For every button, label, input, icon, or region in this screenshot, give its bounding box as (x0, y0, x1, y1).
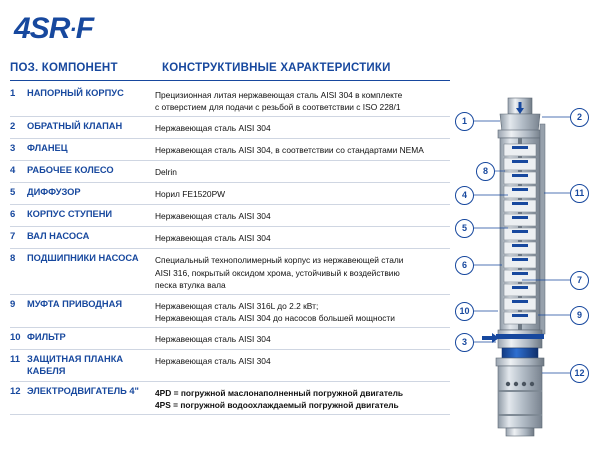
table-row (10, 227, 450, 249)
logo-main-text: 4SR (14, 12, 70, 45)
column-header-position: ПОЗ. КОМПОНЕНТ (10, 62, 118, 74)
callout-2[interactable]: 2 (570, 108, 589, 127)
row-description (155, 186, 450, 200)
row-description-line: Нержавеющая сталь AISI 316L до 2.2 кВт; (155, 300, 319, 311)
table-row (10, 249, 450, 295)
row-description (155, 230, 450, 244)
table-row (10, 161, 450, 183)
row-component-name: ЗАЩИТНАЯ ПЛАНКА КАБЕЛЯ (27, 354, 124, 376)
row-number: 10 (10, 332, 21, 344)
row-description-line: Delrin (155, 167, 177, 178)
row-description-line: Нержавеющая сталь AISI 304 (155, 233, 271, 244)
row-description-bold: 4PS = погружной водоохлаждаемый погружной двигатель (155, 399, 399, 410)
table-row (10, 139, 450, 161)
row-description (155, 331, 450, 345)
row-number: 1 (10, 88, 16, 99)
row-number: 9 (10, 298, 16, 310)
callout-3[interactable]: 3 (455, 333, 474, 352)
table-row (10, 328, 450, 350)
callout-6[interactable]: 6 (455, 256, 474, 275)
row-number: 2 (10, 121, 16, 133)
row-description-line: Нержавеющая сталь AISI 304 (155, 211, 271, 222)
table-header (10, 62, 450, 81)
table-row (10, 183, 450, 205)
row-component-name: ДИФФУЗОР (27, 187, 81, 198)
row-number: 12 (10, 385, 21, 397)
row-component-name: ПОДШИПНИКИ НАСОСА (27, 253, 139, 264)
component-table (10, 84, 450, 415)
row-description-line (155, 399, 450, 411)
row-description (155, 87, 450, 113)
table-row (10, 117, 450, 139)
row-description (155, 164, 450, 178)
row-component-name: КОРПУС СТУПЕНИ (27, 209, 113, 220)
row-description (155, 385, 450, 411)
row-description-line: Нержавеющая сталь AISI 304 (155, 334, 271, 345)
row-description (155, 208, 450, 222)
table-row (10, 84, 450, 117)
table-row (10, 295, 450, 328)
row-description (155, 353, 450, 367)
row-number: 3 (10, 143, 16, 155)
row-component-name: РАБОЧЕЕ КОЛЕСО (27, 165, 114, 176)
row-description-line: Норил FE1520PW (155, 189, 226, 200)
callout-5[interactable]: 5 (455, 219, 474, 238)
table-row (10, 350, 450, 381)
row-component-name: НАПОРНЫЙ КОРПУС (27, 88, 124, 98)
row-description-line: Специальный технополимерный корпус из нержавеющей стали (155, 255, 404, 266)
row-description (155, 252, 450, 291)
column-header-description: КОНСТРУКТИВНЫЕ ХАРАКТЕРИСТИКИ (162, 62, 391, 74)
row-component-name: ЭЛЕКТРОДВИГАТЕЛЬ 4" (27, 385, 139, 396)
logo-separator: · (69, 17, 76, 43)
row-number: 11 (10, 354, 21, 366)
callout-10[interactable]: 10 (455, 302, 474, 321)
row-number: 5 (10, 187, 16, 199)
row-description-bold: 4PD = погружной маслонаполненный погружной двигатель (155, 387, 404, 398)
row-description-line: Нержавеющая сталь AISI 304 (155, 356, 271, 367)
callout-4[interactable]: 4 (455, 186, 474, 205)
callout-1[interactable]: 1 (455, 112, 474, 131)
row-number: 7 (10, 231, 16, 243)
row-description (155, 120, 450, 134)
callout-11[interactable]: 11 (570, 184, 589, 203)
row-description-line: Нержавеющая сталь AISI 304 (155, 123, 271, 134)
row-description-line: AISI 316, покрытый оксидом хрома, устойчивый к воздействию (155, 267, 400, 278)
callout-9[interactable]: 9 (570, 306, 589, 325)
row-description (155, 142, 450, 156)
row-description-line (155, 387, 450, 399)
brand-logo (14, 14, 93, 44)
callout-7[interactable]: 7 (570, 271, 589, 290)
table-row (10, 382, 450, 415)
row-description-line: Нержавеющая сталь AISI 304, в соответствии со стандартами NEMA (155, 145, 424, 156)
callout-12[interactable]: 12 (570, 364, 589, 383)
row-description-line: с отверстием для подачи с резьбой в соответствии с ISO 228/1 (155, 102, 401, 113)
pump-cutaway-drawing (452, 84, 592, 446)
row-description-line: Прецизионная литая нержавеющая сталь AISI 304 в комплекте (155, 90, 403, 100)
row-component-name: ФИЛЬТР (27, 332, 66, 343)
row-number: 4 (10, 165, 16, 177)
table-row (10, 205, 450, 227)
row-description-line: песка втулка вала (155, 279, 226, 290)
row-number: 6 (10, 209, 16, 221)
row-component-name: ВАЛ НАСОСА (27, 231, 90, 242)
logo-suffix-text: F (75, 12, 94, 45)
row-component-name: ФЛАНЕЦ (27, 143, 68, 154)
row-description-line: Нержавеющая сталь AISI 304 до насосов большей мощности (155, 313, 395, 324)
row-component-name: МУФТА ПРИВОДНАЯ (27, 298, 123, 309)
row-description (155, 298, 450, 324)
row-number: 8 (10, 253, 16, 265)
row-component-name: ОБРАТНЫЙ КЛАПАН (27, 121, 123, 132)
callout-8[interactable]: 8 (476, 162, 495, 181)
